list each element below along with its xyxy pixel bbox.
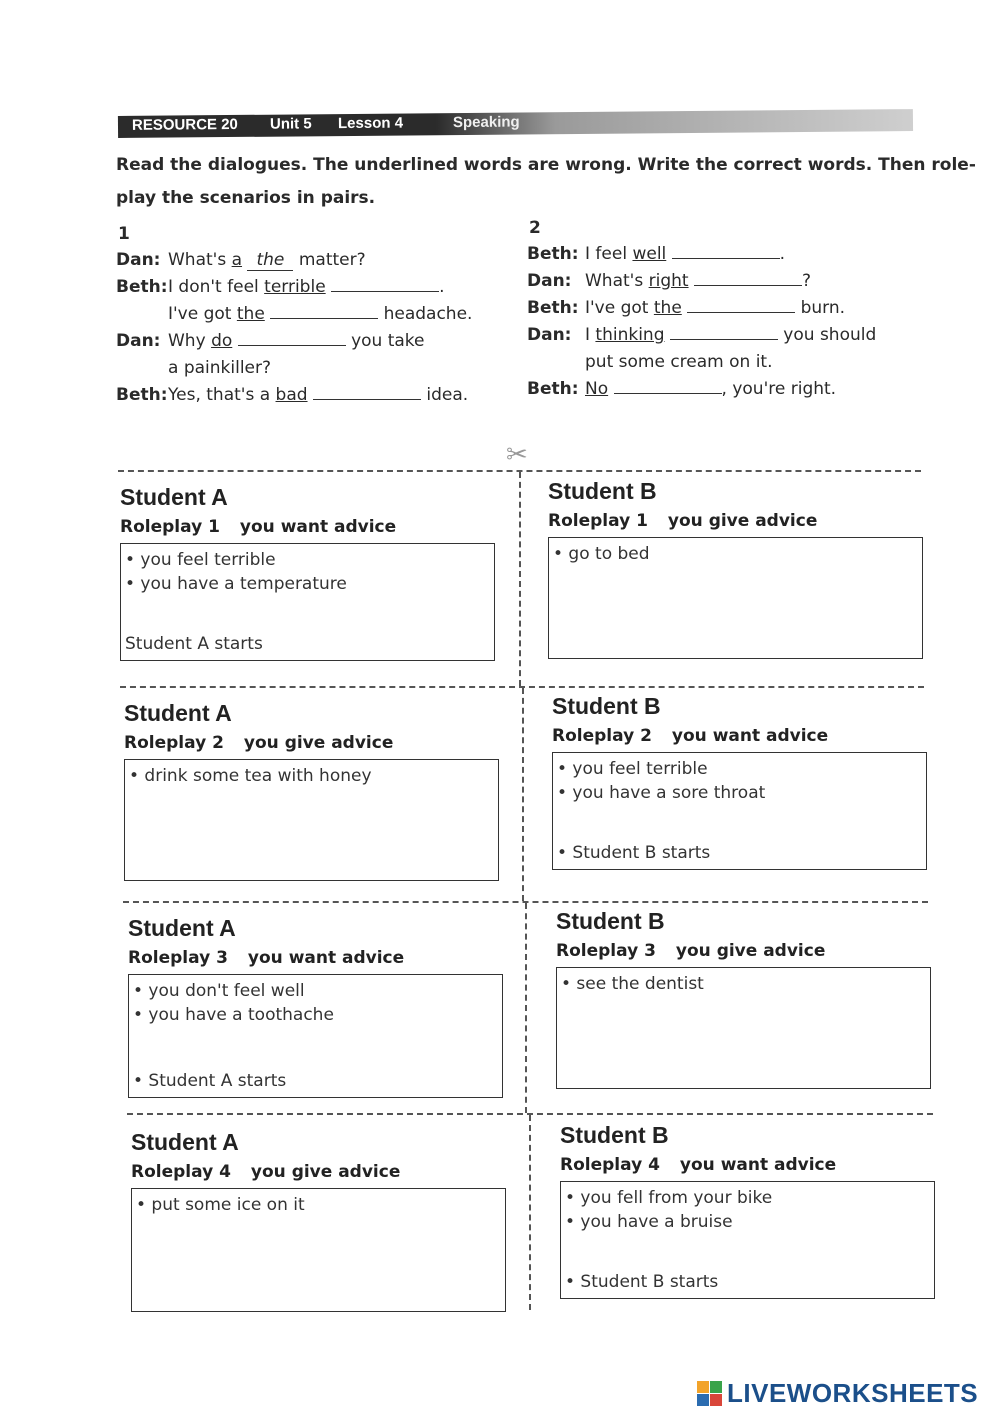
roleplay-card bbox=[124, 700, 499, 881]
list-item: • put some ice on it bbox=[136, 1195, 305, 1215]
list-item: • go to bed bbox=[553, 544, 650, 564]
answer-blank[interactable] bbox=[313, 399, 421, 400]
roleplay-label: Roleplay 3 bbox=[128, 948, 228, 968]
speaker-label: Dan: bbox=[116, 250, 161, 270]
student-label: Student A bbox=[124, 700, 232, 726]
list-item: • you feel terrible bbox=[557, 759, 708, 779]
liveworksheets-logo bbox=[697, 1378, 993, 1408]
dialogue-text: What's bbox=[168, 250, 232, 270]
dialogue-line bbox=[527, 298, 845, 318]
wrong-word: right bbox=[648, 271, 689, 291]
speaker-label: Beth: bbox=[527, 244, 579, 264]
dialogue-line bbox=[116, 304, 472, 324]
list-item: • you feel terrible bbox=[125, 550, 276, 570]
instructions-line-1: Read the dialogues. The underlined words are wrong. Write the correct words. Then role- bbox=[116, 155, 976, 175]
answer-blank[interactable] bbox=[672, 258, 780, 259]
wrong-word: do bbox=[211, 331, 233, 351]
speaker-label: Beth: bbox=[527, 379, 579, 399]
dialogue-line bbox=[527, 352, 773, 372]
speaker-label: Dan: bbox=[116, 331, 161, 351]
cut-line-vertical bbox=[529, 1115, 531, 1310]
dialogue-line bbox=[116, 385, 468, 405]
wrong-word: bad bbox=[275, 385, 308, 405]
logo-grid-icon bbox=[697, 1381, 723, 1407]
task-label: you give advice bbox=[667, 511, 818, 531]
student-label: Student B bbox=[548, 478, 657, 504]
roleplay-label: Roleplay 4 bbox=[131, 1162, 231, 1182]
speaker-label: Beth: bbox=[116, 385, 168, 405]
list-item: • you have a bruise bbox=[565, 1212, 733, 1232]
roleplay-card bbox=[120, 484, 495, 661]
dialogue-text: What's bbox=[585, 271, 649, 291]
dialogue-text: ? bbox=[801, 271, 811, 291]
task-label: you give advice bbox=[243, 733, 394, 753]
answer-blank[interactable] bbox=[331, 291, 439, 292]
dialogue-text: Yes, that's a bbox=[168, 385, 276, 405]
wrong-word: No bbox=[585, 379, 609, 399]
answer-blank[interactable] bbox=[238, 345, 346, 346]
answer-blank[interactable] bbox=[670, 339, 778, 340]
scissors-icon: ✂ bbox=[506, 440, 528, 470]
answer-blank[interactable] bbox=[694, 285, 802, 286]
wrong-word: a bbox=[231, 250, 243, 270]
speaker-label: Beth: bbox=[116, 277, 168, 297]
task-label: you give advice bbox=[675, 941, 826, 961]
student-label: Student A bbox=[131, 1129, 239, 1155]
section-label: Speaking bbox=[452, 113, 520, 132]
answer-blank[interactable]: the bbox=[247, 250, 293, 271]
student-label: Student B bbox=[560, 1122, 669, 1148]
cut-line-vertical bbox=[522, 688, 524, 901]
card-box bbox=[548, 537, 923, 659]
dialogue-2-number: 2 bbox=[529, 218, 541, 238]
list-item: • see the dentist bbox=[561, 974, 704, 994]
answer-blank[interactable] bbox=[614, 393, 722, 394]
resource-header-bar bbox=[118, 109, 913, 138]
list-item: • you have a temperature bbox=[125, 574, 347, 594]
dialogue-line bbox=[527, 379, 836, 399]
roleplay-card bbox=[560, 1122, 935, 1299]
dialogue-line bbox=[527, 244, 785, 264]
task-label: you give advice bbox=[250, 1162, 401, 1182]
dialogue-text: I've got bbox=[585, 298, 654, 318]
card-box bbox=[131, 1188, 506, 1312]
list-item: • drink some tea with honey bbox=[129, 766, 372, 786]
roleplay-label: Roleplay 3 bbox=[556, 941, 656, 961]
speaker-label: Dan: bbox=[527, 325, 572, 345]
card-box bbox=[128, 974, 503, 1098]
dialogue-text: I've got bbox=[168, 304, 237, 324]
dialogue-line bbox=[527, 271, 811, 291]
starter-note: • Student A starts bbox=[133, 1071, 287, 1091]
card-box bbox=[556, 967, 931, 1089]
dialogue-text: . bbox=[439, 277, 445, 297]
dialogue-line bbox=[116, 331, 425, 351]
roleplay-card bbox=[548, 478, 923, 659]
card-box bbox=[120, 543, 495, 661]
task-label: you want advice bbox=[671, 726, 829, 746]
roleplay-label: Roleplay 2 bbox=[124, 733, 224, 753]
dialogue-text: , you're right. bbox=[721, 379, 837, 399]
roleplay-card bbox=[128, 915, 503, 1098]
student-label: Student A bbox=[120, 484, 228, 510]
cut-line-vertical bbox=[525, 903, 527, 1113]
wrong-word: the bbox=[236, 304, 265, 324]
speaker-label: Dan: bbox=[527, 271, 572, 291]
starter-note: • Student B starts bbox=[565, 1272, 719, 1292]
dialogue-line bbox=[116, 250, 366, 271]
dialogue-text: idea. bbox=[420, 385, 469, 405]
dialogue-text: Why bbox=[168, 331, 212, 351]
card-box bbox=[552, 752, 927, 870]
unit-label: Unit 5 bbox=[269, 115, 312, 133]
dialogue-line bbox=[527, 325, 876, 345]
roleplay-card bbox=[556, 908, 931, 1089]
roleplay-label: Roleplay 1 bbox=[548, 511, 648, 531]
dialogue-text: headache. bbox=[378, 304, 473, 324]
starter-note: • Student B starts bbox=[557, 843, 711, 863]
roleplay-label: Roleplay 4 bbox=[560, 1155, 660, 1175]
speaker-label: Beth: bbox=[527, 298, 579, 318]
dialogue-text: matter? bbox=[293, 250, 366, 270]
instructions-line-2: play the scenarios in pairs. bbox=[116, 188, 376, 208]
student-label: Student A bbox=[128, 915, 236, 941]
dialogue-text: you should bbox=[777, 325, 877, 345]
list-item: • you have a sore throat bbox=[557, 783, 766, 803]
dialogue-text: I bbox=[585, 325, 596, 345]
answer-blank[interactable] bbox=[687, 312, 795, 313]
student-label: Student B bbox=[552, 693, 661, 719]
answer-blank[interactable] bbox=[270, 318, 378, 319]
student-label: Student B bbox=[556, 908, 665, 934]
brand-name: LIVEWORKSHEETS bbox=[727, 1378, 979, 1408]
roleplay-card bbox=[552, 693, 927, 870]
list-item: • you have a toothache bbox=[133, 1005, 334, 1025]
list-item: • you don't feel well bbox=[133, 981, 305, 1001]
starter-note: Student A starts bbox=[125, 634, 263, 654]
roleplay-card bbox=[131, 1129, 506, 1312]
cut-line-vertical bbox=[519, 472, 521, 686]
lesson-label: Lesson 4 bbox=[337, 114, 404, 133]
task-label: you want advice bbox=[239, 517, 397, 537]
wrong-word: thinking bbox=[595, 325, 665, 345]
dialogue-text: a painkiller? bbox=[168, 358, 272, 378]
list-item: • you fell from your bike bbox=[565, 1188, 773, 1208]
card-box bbox=[124, 759, 499, 881]
dialogue-text: you take bbox=[345, 331, 425, 351]
dialogue-line bbox=[116, 358, 271, 378]
wrong-word: the bbox=[653, 298, 682, 318]
dialogue-text: . bbox=[779, 244, 786, 264]
wrong-word: terrible bbox=[264, 277, 326, 297]
dialogue-text: put some cream on it. bbox=[585, 352, 773, 372]
dialogue-line bbox=[116, 277, 444, 297]
roleplay-label: Roleplay 2 bbox=[552, 726, 652, 746]
dialogue-text: I feel bbox=[585, 244, 633, 264]
task-label: you want advice bbox=[679, 1155, 837, 1175]
resource-label: RESOURCE 20 bbox=[131, 115, 238, 134]
task-label: you want advice bbox=[247, 948, 405, 968]
dialogue-1-number: 1 bbox=[118, 224, 130, 244]
card-box bbox=[560, 1181, 935, 1299]
dialogue-text: I don't feel bbox=[168, 277, 265, 297]
wrong-word: well bbox=[632, 244, 667, 264]
dialogue-text: burn. bbox=[795, 298, 846, 318]
roleplay-label: Roleplay 1 bbox=[120, 517, 220, 537]
